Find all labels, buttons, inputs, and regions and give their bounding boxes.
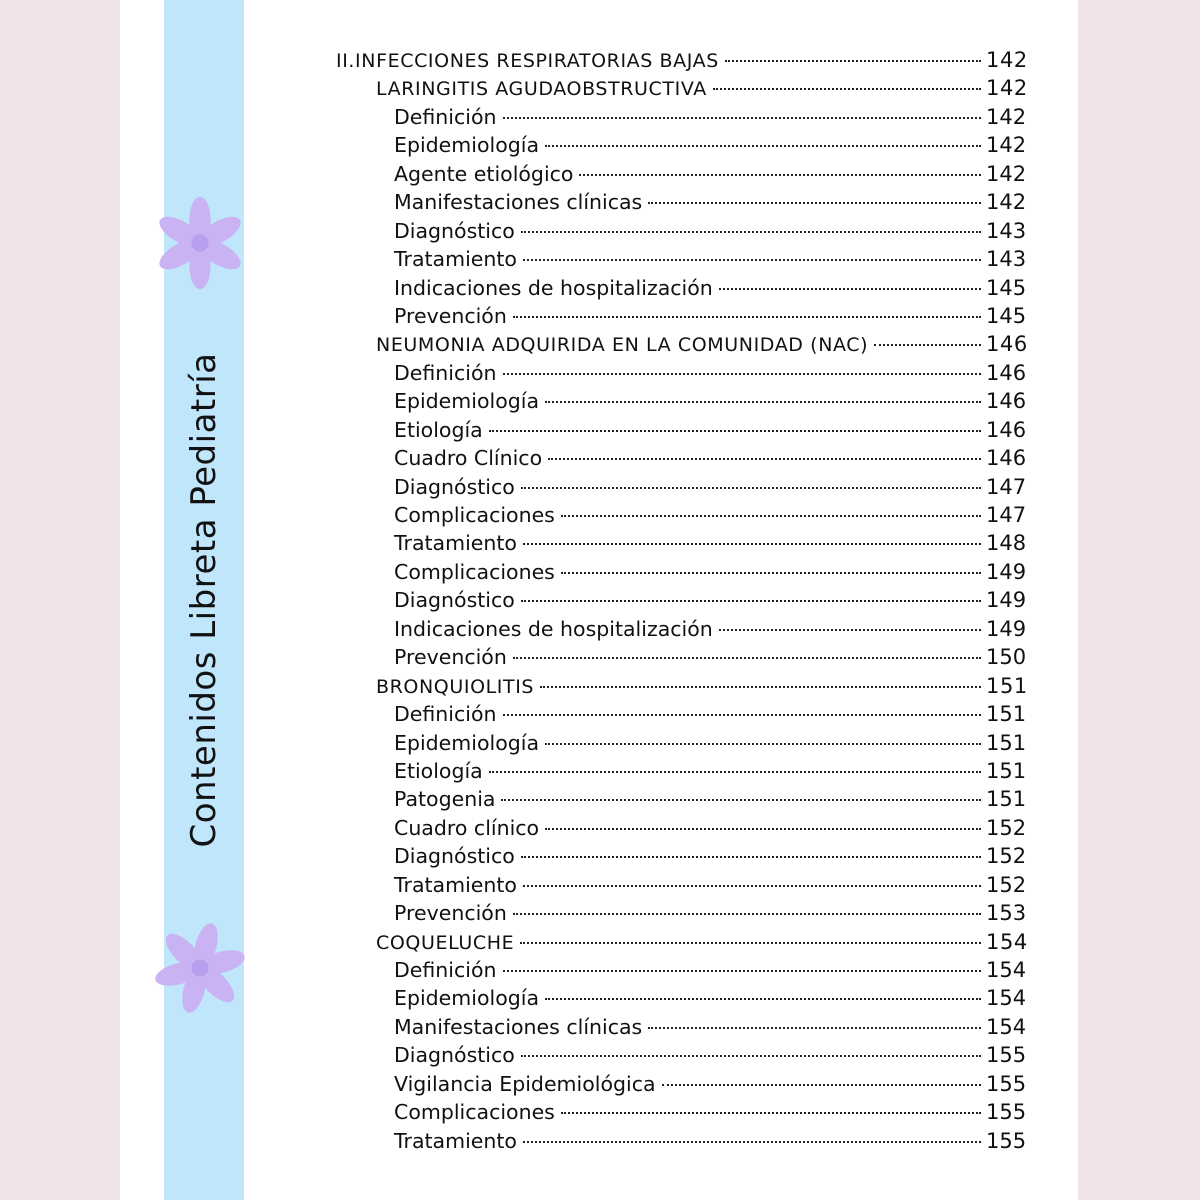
toc-entry: [336, 928, 1026, 956]
toc-entry-label: Diagnóstico: [394, 588, 515, 613]
dot-leader: [523, 543, 981, 545]
dot-leader: [561, 1112, 981, 1114]
toc-entry-label: Tratamiento: [394, 872, 517, 897]
dot-leader: [523, 885, 981, 887]
dot-leader: [503, 970, 982, 972]
toc-entry-page-number: 154: [986, 1014, 1027, 1039]
toc-entry-label: Prevención: [394, 901, 507, 926]
toc-entry: [336, 1013, 1026, 1041]
toc-entry-page-number: 146: [986, 360, 1027, 385]
dot-leader: [719, 288, 981, 290]
toc-entry: [336, 74, 1026, 102]
toc-entry-label: Cuadro clínico: [394, 815, 540, 840]
toc-entry-page-number: 152: [986, 872, 1027, 897]
toc-entry-label: Patogenia: [394, 787, 496, 812]
dot-leader: [545, 828, 981, 830]
toc-entry-page-number: 151: [986, 702, 1027, 727]
toc-entry-page-number: 155: [986, 1128, 1027, 1153]
toc-entry: [336, 558, 1026, 586]
toc-entry-page-number: 154: [986, 958, 1027, 982]
toc-entry-page-number: 148: [986, 531, 1027, 556]
toc-entry-label: LARINGITIS AGUDAOBSTRUCTIVA: [376, 78, 707, 101]
toc-entry-label: Diagnóstico: [394, 218, 515, 243]
dot-leader: [648, 202, 981, 204]
toc-entry-page-number: 152: [986, 844, 1027, 869]
toc-entry-label: Definición: [394, 104, 497, 129]
toc-entry-page-number: 142: [986, 104, 1027, 129]
toc-entry: [336, 274, 1026, 302]
toc-entry-label: Tratamiento: [394, 1128, 517, 1153]
toc-entry-label: Epidemiología: [394, 133, 540, 158]
toc-entry: [336, 501, 1026, 529]
toc-entry-page-number: 143: [986, 218, 1027, 243]
toc-entry-label: Etiología: [394, 417, 483, 442]
toc-entry: [336, 842, 1026, 870]
toc-entry-label: Epidemiología: [394, 730, 540, 755]
toc-entry: [336, 672, 1026, 700]
toc-entry: [336, 387, 1026, 415]
dot-leader: [520, 942, 981, 944]
dot-leader: [579, 174, 981, 176]
dot-leader: [501, 799, 981, 801]
toc-entry-page-number: 154: [986, 929, 1028, 954]
toc-entry-page-number: 146: [986, 389, 1027, 414]
toc-entry-page-number: 145: [986, 303, 1027, 328]
toc-entry-label: Diagnóstico: [394, 844, 515, 869]
dot-leader: [662, 1084, 981, 1086]
toc-entry: [336, 729, 1026, 757]
toc-entry-page-number: 147: [986, 503, 1027, 527]
toc-entry: [336, 700, 1026, 728]
toc-entry-page-number: 155: [986, 1043, 1027, 1068]
toc-entry: [336, 1041, 1026, 1069]
dot-leader: [545, 145, 981, 147]
toc-entry-label: Epidemiología: [394, 986, 540, 1011]
toc-entry: [336, 586, 1026, 614]
toc-entry: [336, 899, 1026, 927]
toc-entry: [336, 1098, 1026, 1126]
toc-entry-label: Definición: [394, 958, 497, 982]
toc-entry-label: NEUMONIA ADQUIRIDA EN LA COMUNIDAD (NAC): [376, 334, 869, 357]
dot-leader: [521, 487, 981, 489]
toc-entry-page-number: 142: [986, 161, 1027, 186]
flower-icon: [152, 195, 248, 291]
toc-entry-label: Cuadro Clínico: [394, 446, 543, 471]
toc-entry: [336, 1127, 1026, 1155]
toc-entry: [336, 871, 1026, 899]
toc-entry-label: II.INFECCIONES RESPIRATORIAS BAJAS: [336, 50, 719, 72]
dot-leader: [561, 572, 981, 574]
dot-leader: [540, 686, 981, 688]
toc-entry-label: Definición: [394, 702, 497, 727]
toc-entry-page-number: 153: [986, 901, 1027, 926]
toc-entry: [336, 473, 1026, 501]
toc-entry: [336, 984, 1026, 1012]
toc-entry-page-number: 155: [986, 1100, 1027, 1125]
toc-entry-label: Definición: [394, 360, 497, 385]
toc-entry-label: Tratamiento: [394, 531, 517, 556]
dot-leader: [489, 771, 981, 773]
dot-leader: [503, 714, 982, 716]
dot-leader: [545, 998, 981, 1000]
toc-entry-label: Prevención: [394, 303, 507, 328]
table-of-contents: [336, 46, 1026, 1155]
toc-entry-page-number: 142: [986, 76, 1028, 101]
dot-leader: [513, 316, 981, 318]
toc-entry-label: Manifestaciones clínicas: [394, 190, 643, 215]
toc-entry-label: Complicaciones: [394, 559, 555, 584]
toc-entry: [336, 359, 1026, 387]
toc-entry-label: Indicaciones de hospitalización: [394, 275, 713, 300]
toc-entry: [336, 785, 1026, 813]
toc-entry-page-number: 151: [986, 787, 1027, 812]
dot-leader: [874, 344, 981, 346]
toc-entry: [336, 46, 1026, 74]
dot-leader: [545, 743, 981, 745]
toc-entry-page-number: 147: [986, 474, 1027, 499]
toc-entry: [336, 444, 1026, 472]
dot-leader: [503, 117, 982, 119]
toc-entry-page-number: 150: [986, 645, 1027, 670]
toc-entry-label: Agente etiológico: [394, 161, 574, 186]
dot-leader: [521, 600, 981, 602]
toc-entry-label: COQUELUCHE: [376, 931, 515, 954]
dot-leader: [648, 1027, 981, 1029]
dot-leader: [489, 430, 981, 432]
toc-entry-page-number: 152: [986, 815, 1027, 840]
toc-entry-page-number: 151: [986, 730, 1027, 755]
toc-entry-page-number: 142: [986, 133, 1027, 158]
toc-entry-page-number: 151: [986, 673, 1028, 698]
toc-entry-label: Diagnóstico: [394, 474, 515, 499]
dot-leader: [548, 458, 981, 460]
toc-entry: [336, 302, 1026, 330]
toc-entry: [336, 160, 1026, 188]
dot-leader: [725, 60, 981, 62]
toc-entry-label: Etiología: [394, 758, 483, 783]
dot-leader: [523, 259, 981, 261]
dot-leader: [545, 401, 981, 403]
toc-entry-page-number: 145: [986, 275, 1027, 300]
toc-entry-page-number: 149: [986, 559, 1027, 584]
dot-leader: [521, 1055, 981, 1057]
toc-entry: [336, 529, 1026, 557]
toc-entry-page-number: 151: [986, 758, 1027, 783]
toc-entry-page-number: 149: [986, 588, 1027, 613]
toc-entry-label: BRONQUIOLITIS: [376, 675, 535, 698]
toc-entry-page-number: 142: [986, 48, 1028, 72]
flower-icon: [152, 920, 248, 1016]
toc-entry: [336, 757, 1026, 785]
dot-leader: [523, 1141, 981, 1143]
toc-entry-page-number: 146: [986, 446, 1027, 471]
toc-entry: [336, 643, 1026, 671]
toc-entry-page-number: 143: [986, 247, 1027, 272]
toc-entry-page-number: 146: [986, 332, 1028, 357]
toc-entry: [336, 103, 1026, 131]
side-title: Contenidos Libreta Pediatría: [184, 352, 224, 848]
toc-entry-page-number: 146: [986, 417, 1027, 442]
dot-leader: [503, 373, 982, 375]
toc-entry: [336, 1070, 1026, 1098]
toc-entry-label: Epidemiología: [394, 389, 540, 414]
toc-entry: [336, 131, 1026, 159]
toc-entry: [336, 814, 1026, 842]
dot-leader: [513, 913, 981, 915]
toc-entry: [336, 245, 1026, 273]
dot-leader: [513, 657, 981, 659]
toc-entry-label: Tratamiento: [394, 247, 517, 272]
toc-entry: [336, 330, 1026, 358]
toc-entry-page-number: 154: [986, 986, 1027, 1011]
toc-entry-page-number: 142: [986, 190, 1027, 215]
toc-entry-label: Complicaciones: [394, 1100, 555, 1125]
toc-entry: [336, 217, 1026, 245]
toc-entry-label: Manifestaciones clínicas: [394, 1014, 643, 1039]
dot-leader: [713, 88, 981, 90]
dot-leader: [521, 231, 981, 233]
toc-entry-label: Vigilancia Epidemiológica: [394, 1071, 656, 1096]
toc-entry-label: Prevención: [394, 645, 507, 670]
toc-entry: [336, 956, 1026, 984]
dot-leader: [561, 515, 981, 517]
dot-leader: [719, 629, 981, 631]
toc-entry-label: Complicaciones: [394, 503, 555, 527]
dot-leader: [521, 856, 981, 858]
toc-entry: [336, 416, 1026, 444]
toc-entry-page-number: 149: [986, 616, 1027, 641]
toc-entry-label: Indicaciones de hospitalización: [394, 616, 713, 641]
toc-entry: [336, 188, 1026, 216]
toc-entry-page-number: 155: [986, 1071, 1027, 1096]
toc-entry: [336, 615, 1026, 643]
toc-entry-label: Diagnóstico: [394, 1043, 515, 1068]
